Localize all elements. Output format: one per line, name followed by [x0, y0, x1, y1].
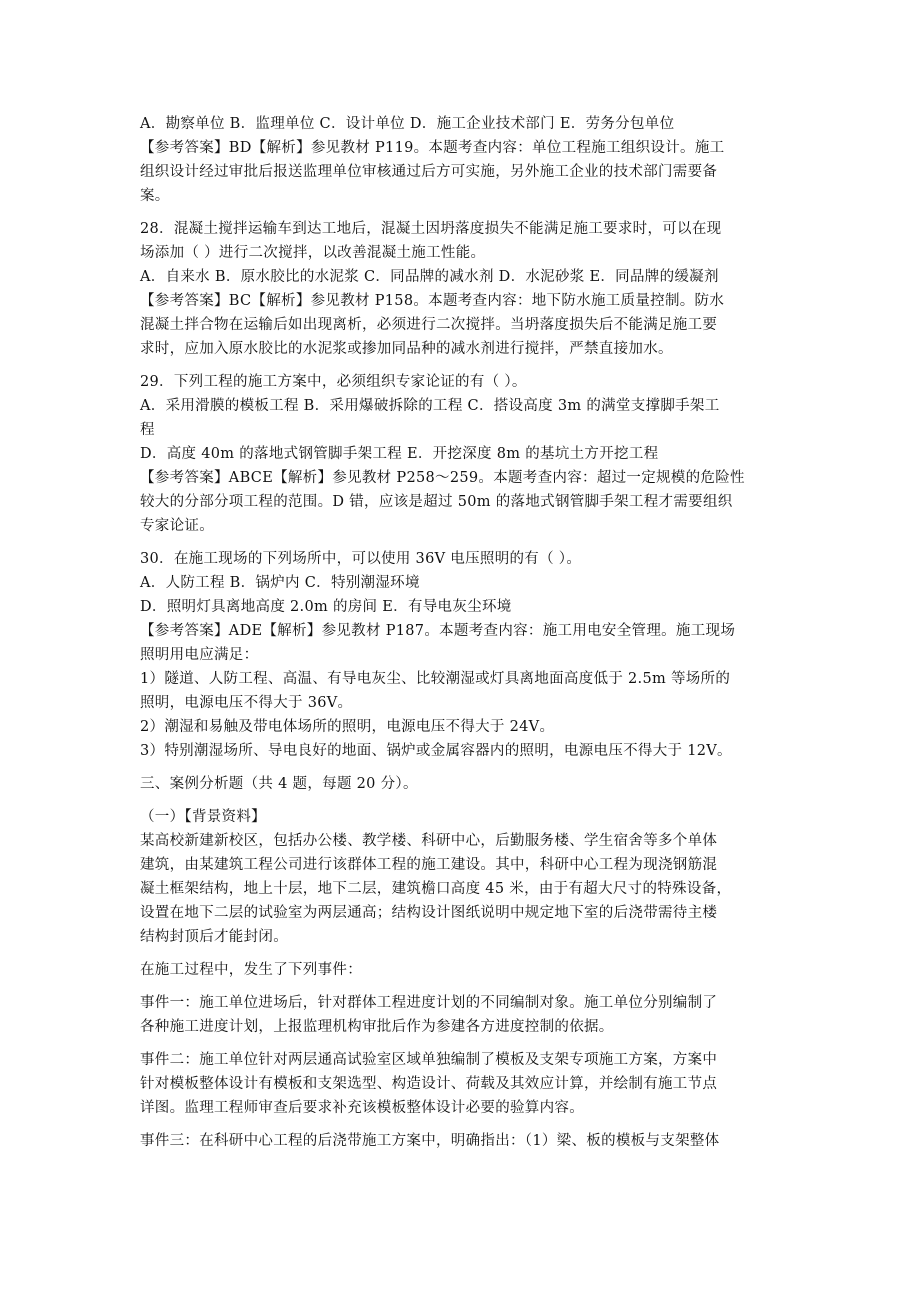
q27-options: A．勘察单位 B．监理单位 C．设计单位 D．施工企业技术部门 E．劳务分包单位	[140, 116, 675, 132]
case-label: （一）【背景资料】	[140, 809, 266, 825]
q30-option-line: A．人防工程 B．锅炉内 C．特别潮湿环境	[140, 575, 420, 591]
q28-stem-line: 场添加（ ）进行二次搅拌，以改善混凝土施工性能。	[140, 245, 486, 261]
event-2-line: 针对模板整体设计有模板和支架选型、构造设计、荷载及其效应计算，并绘制有施工节点	[140, 1076, 718, 1092]
case-1	[140, 805, 785, 1153]
events-intro: 在施工过程中，发生了下列事件：	[140, 962, 362, 978]
case-background-line: 设置在地下二层的试验室为两层通高；结构设计图纸说明中规定地下室的后浇带需待主楼	[140, 905, 718, 921]
q29-answer-line: 【参考答案】ABCE【解析】参见教材 P258～259。本题考查内容：超过一定规模的危险性	[140, 470, 745, 486]
q30-stem: 30．在施工现场的下列场所中，可以使用 36V 电压照明的有（ ）。	[140, 551, 582, 567]
q27-answer-line: 组织设计经过审批后报送监理单位审核通过后方可实施，另外施工企业的技术部门需要备	[140, 164, 718, 180]
q30-answer-line: 照明，电源电压不得大于 36V。	[140, 695, 353, 711]
q28-answer-line: 【参考答案】BC【解析】参见教材 P158。本题考查内容：地下防水施工质量控制。防水	[140, 293, 725, 309]
q29-option-line: D．高度 40m 的落地式钢管脚手架工程 E．开挖深度 8m 的基坑土方开挖工程	[140, 446, 659, 462]
q30-answer-line: 2）潮湿和易触及带电体场所的照明，电源电压不得大于 24V。	[140, 719, 555, 735]
document-page	[140, 112, 785, 1153]
question-27	[140, 112, 785, 208]
event-2-line: 事件二：施工单位针对两层通高试验室区域单独编制了模板及支架专项施工方案，方案中	[140, 1052, 718, 1068]
q27-answer-line: 案。	[140, 188, 170, 204]
q30-answer-line: 【参考答案】ADE【解析】参见教材 P187。本题考查内容：施工用电安全管理。施工现场	[140, 623, 736, 639]
q29-stem: 29．下列工程的施工方案中，必须组织专家论证的有（ ）。	[140, 374, 527, 390]
event-2-line: 详图。监理工程师审查后要求补充该模板整体设计必要的验算内容。	[140, 1100, 584, 1116]
q28-answer-line: 求时，应加入原水胶比的水泥浆或掺加同品种的减水剂进行搅拌，严禁直接加水。	[140, 341, 673, 357]
case-background-line: 结构封顶后才能封闭。	[140, 929, 288, 945]
event-3-line: 事件三：在科研中心工程的后浇带施工方案中，明确指出：（1）梁、板的模板与支架整体	[140, 1133, 720, 1149]
event-1-line: 事件一：施工单位进场后，针对群体工程进度计划的不同编制对象。施工单位分别编制了	[140, 995, 718, 1011]
q30-answer-line: 3）特别潮湿场所、导电良好的地面、锅炉或金属容器内的照明，电源电压不得大于 12V。	[140, 743, 732, 759]
question-28	[140, 217, 785, 361]
section-heading: 三、案例分析题（共 4 题，每题 20 分）。	[140, 776, 418, 792]
q29-option-line: A．采用滑膜的模板工程 B．采用爆破拆除的工程 C．搭设高度 3m 的满堂支撑脚手架工	[140, 398, 720, 414]
q29-option-line: 程	[140, 422, 155, 438]
q29-answer-line: 较大的分部分项工程的范围。D 错，应该是超过 50m 的落地式钢管脚手架工程才需要组织	[140, 494, 733, 510]
q30-answer-line: 1）隧道、人防工程、高温、有导电灰尘、比较潮湿或灯具离地面高度低于 2.5m 等场所的	[140, 671, 731, 687]
question-29	[140, 370, 785, 538]
question-30	[140, 547, 785, 763]
case-background-line: 凝土框架结构，地上十层，地下二层，建筑檐口高度 45 米，由于有超大尺寸的特殊设备，	[140, 881, 732, 897]
q28-stem-line: 28．混凝土搅拌运输车到达工地后，混凝土因坍落度损失不能满足施工要求时，可以在现	[140, 221, 722, 237]
q30-answer-line: 照明用电应满足：	[140, 647, 259, 663]
q28-options: A．自来水 B．原水胶比的水泥浆 C．同品牌的减水剂 D．水泥砂浆 E．同品牌的缓凝剂	[140, 269, 719, 285]
event-1-line: 各种施工进度计划，上报监理机构审批后作为参建各方进度控制的依据。	[140, 1019, 614, 1035]
case-background-line: 某高校新建新校区，包括办公楼、教学楼、科研中心，后勤服务楼、学生宿舍等多个单体	[140, 833, 718, 849]
q30-option-line: D．照明灯具离地高度 2.0m 的房间 E．有导电灰尘环境	[140, 599, 512, 615]
q27-answer-line: 【参考答案】BD【解析】参见教材 P119。本题考查内容：单位工程施工组织设计。施工	[140, 140, 725, 156]
q28-answer-line: 混凝土拌合物在运输后如出现离析，必须进行二次搅拌。当坍落度损失后不能满足施工要	[140, 317, 718, 333]
case-background-line: 建筑，由某建筑工程公司进行该群体工程的施工建设。其中，科研中心工程为现浇钢筋混	[140, 857, 718, 873]
q29-answer-line: 专家论证。	[140, 518, 214, 534]
